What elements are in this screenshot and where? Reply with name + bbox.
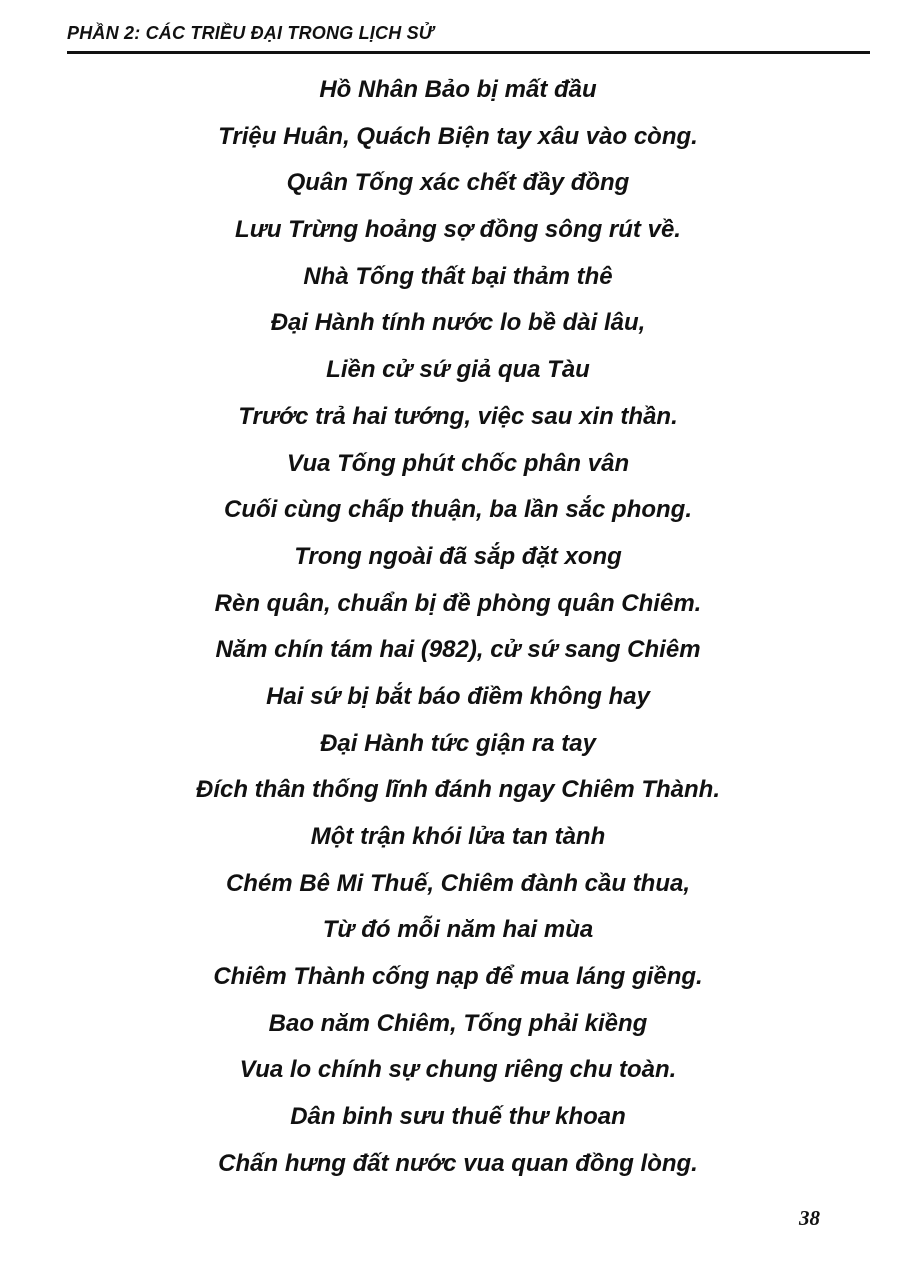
poem-line: Chiêm Thành cống nạp để mua láng giềng. (213, 963, 703, 991)
poem-line: Chấn hưng đất nước vua quan đồng lòng. (218, 1149, 698, 1177)
poem-line: Một trận khói lửa tan tành (310, 823, 606, 850)
poem-line: Cuối cùng chấp thuận, ba lần sắc phong. (223, 496, 693, 524)
poem-line: Bao năm Chiêm, Tống phải kiềng (268, 1009, 648, 1037)
poem-line: Hồ Nhân Bảo bị mất đầu (319, 76, 597, 103)
poem-line: Quân Tống xác chết đầy đồng (286, 169, 630, 197)
poem (0, 67, 900, 1188)
poem-line: Lưu Trừng hoảng sợ đồng sông rút về. (235, 216, 681, 244)
poem-line: Trong ngoài đã sắp đặt xong (294, 542, 622, 570)
poem-line: Liền cử sứ giả qua Tàu (326, 356, 590, 384)
poem-line: Vua lo chính sự chung riêng chu toàn. (239, 1056, 677, 1084)
poem-line: Chém Bê Mi Thuế, Chiêm đành cầu thua, (225, 869, 691, 897)
poem-line: Đích thân thống lĩnh đánh ngay Chiêm Thành. (196, 776, 720, 804)
poem-line: Trước trả hai tướng, việc sau xin thần. (238, 402, 678, 430)
poem-line: Từ đó mỗi năm hai mùa (322, 916, 594, 944)
poem-line: Đại Hành tính nước lo bề dài lâu, (270, 309, 646, 337)
poem-line: Nhà Tống thất bại thảm thê (303, 262, 613, 290)
poem-line: Đại Hành tức giận ra tay (320, 729, 596, 757)
page-header (67, 18, 870, 54)
poem-line: Vua Tống phút chốc phân vân (286, 449, 630, 477)
poem-line: Triệu Huân, Quách Biện tay xâu vào còng. (218, 122, 698, 150)
section-title: PHẦN 2: CÁC TRIỀU ĐẠI TRONG LỊCH SỬ (67, 23, 434, 43)
poem-line: Hai sứ bị bắt báo điềm không hay (266, 682, 650, 710)
poem-line: Rèn quân, chuẩn bị đề phòng quân Chiêm. (214, 589, 702, 617)
page-number: 38 (799, 1206, 820, 1230)
poem-line: Năm chín tám hai (982), cử sứ sang Chiêm (215, 636, 701, 664)
poem-line: Dân binh sưu thuế thư khoan (290, 1103, 626, 1131)
